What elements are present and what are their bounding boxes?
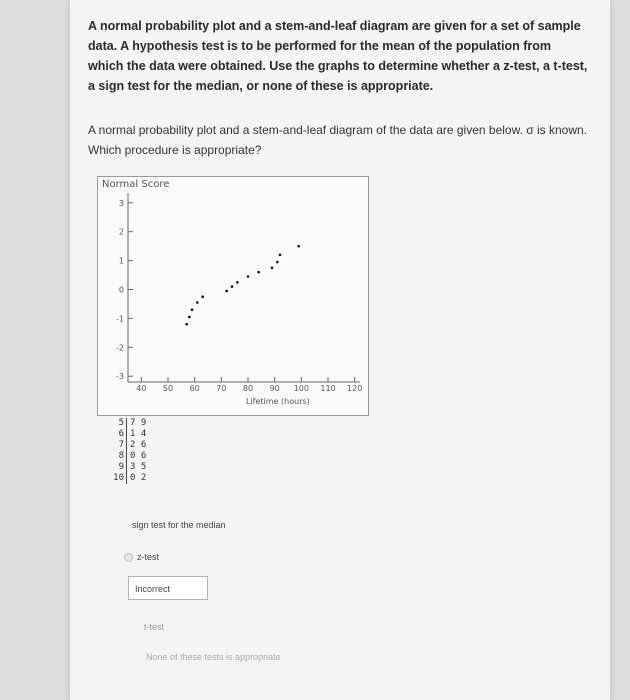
- x-axis-label: Lifetime (hours): [246, 397, 310, 406]
- y-tick-label: -1: [116, 314, 124, 324]
- leaf-values: 0 2: [130, 473, 147, 483]
- plot-canvas: [98, 177, 368, 415]
- data-point: [225, 290, 228, 293]
- data-point: [188, 316, 191, 319]
- stem-value: 7: [108, 440, 127, 451]
- leaf-values: 2 6: [130, 440, 147, 450]
- data-point: [247, 275, 250, 278]
- option-sign-test-label: sign test for the median: [132, 520, 226, 530]
- y-tick-label: 1: [118, 256, 124, 266]
- leaf-values: 3 5: [130, 462, 147, 472]
- leaf-values: 7 9: [130, 418, 147, 428]
- question-subtext: A normal probability plot and a stem-and-leaf diagram of the data are given below. σ is known. Which procedure is appropriate?: [88, 123, 588, 157]
- stem-leaf-row: [108, 451, 146, 462]
- radio-z-test[interactable]: [124, 553, 133, 562]
- x-tick-label: 70: [216, 384, 227, 393]
- data-point: [297, 245, 300, 248]
- stem-leaf-row: [108, 440, 146, 451]
- option-sign-test[interactable]: [132, 520, 226, 530]
- plot-title: Normal Score: [102, 179, 170, 190]
- stem-value: 6: [108, 429, 127, 440]
- y-tick-label: -3: [116, 372, 124, 382]
- stem-value: 9: [108, 462, 127, 473]
- option-t-test-label: t-test: [144, 622, 165, 632]
- option-none[interactable]: [146, 652, 281, 662]
- data-point: [185, 323, 188, 326]
- option-z-test-label: z-test: [137, 552, 160, 562]
- y-tick-label: 0: [118, 285, 124, 295]
- x-tick-label: 90: [269, 384, 280, 393]
- question-text: A normal probability plot and a stem-and-leaf diagram are given for a set of sample data. A hypothesis test is to be performed for the mean of the population from which the data were obtained. Use the graphs to determine whether a z-test, a t-test, a sign test for the median, or none of these is appropriate.: [88, 19, 588, 93]
- data-point: [191, 308, 194, 311]
- data-point: [231, 285, 234, 288]
- data-point: [271, 267, 274, 270]
- feedback-text: Incorrect: [135, 584, 171, 594]
- stem-leaf-row: [108, 473, 146, 484]
- option-none-label: None of these tests is appropriate: [146, 652, 281, 662]
- x-tick-label: 110: [320, 384, 336, 393]
- data-point: [236, 281, 239, 284]
- y-tick-label: 3: [118, 198, 124, 208]
- stem-value: 8: [108, 451, 127, 462]
- y-tick-label: -2: [116, 343, 124, 353]
- option-t-test[interactable]: [144, 622, 164, 632]
- stem-leaf-row: [108, 418, 146, 429]
- data-point: [196, 301, 199, 304]
- stem-and-leaf-diagram: [108, 418, 146, 484]
- stem-value: 10: [108, 473, 127, 484]
- question-page: [70, 0, 610, 700]
- option-z-test[interactable]: [124, 552, 159, 562]
- x-tick-label: 100: [293, 384, 309, 393]
- stem-leaf-row: [108, 462, 146, 473]
- leaf-values: 1 4: [130, 429, 147, 439]
- x-tick-label: 50: [162, 384, 174, 393]
- leaf-values: 0 6: [130, 451, 147, 461]
- normal-probability-plot: [97, 176, 369, 416]
- feedback-box: [128, 576, 208, 600]
- data-point: [279, 254, 282, 257]
- x-tick-label: 120: [347, 384, 363, 393]
- x-tick-label: 80: [242, 384, 254, 393]
- stem-value: 5: [108, 418, 127, 429]
- data-point: [257, 271, 260, 274]
- data-point: [201, 295, 204, 298]
- stem-leaf-row: [108, 429, 146, 440]
- y-tick-label: 2: [118, 227, 124, 237]
- x-tick-label: 60: [189, 384, 200, 393]
- data-point: [276, 261, 279, 264]
- x-tick-label: 40: [136, 384, 147, 393]
